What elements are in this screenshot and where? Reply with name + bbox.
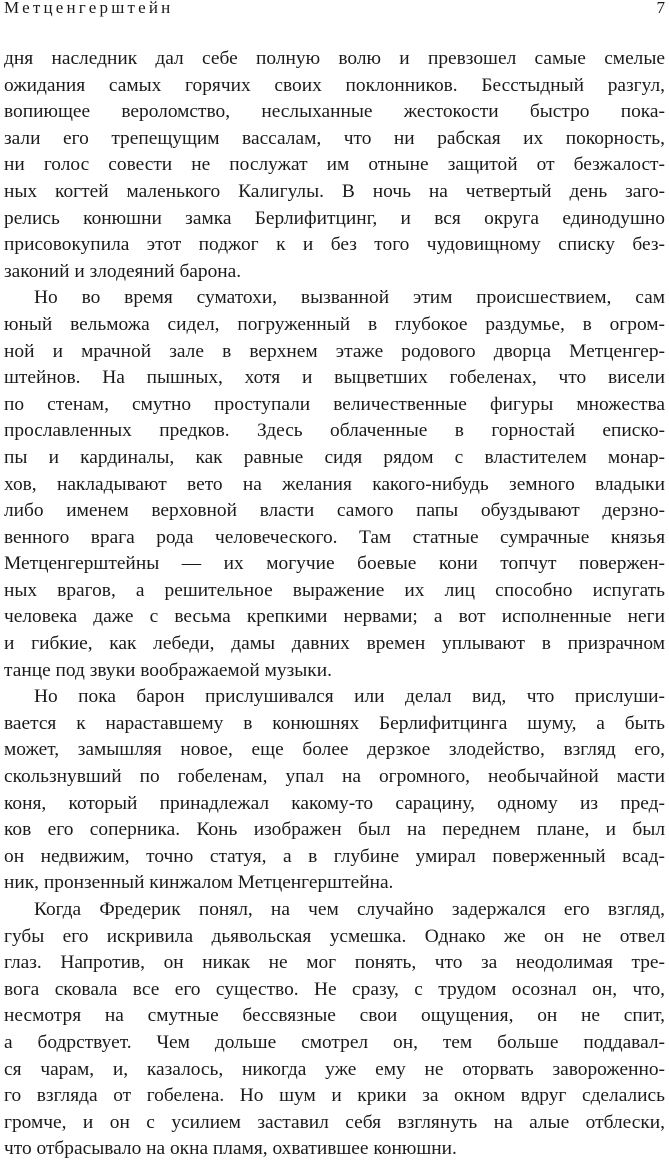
text-line: Когда Фредерик понял, на чем случайно задержался его взгляд,: [34, 899, 665, 920]
paragraph: [4, 684, 665, 897]
paragraph: [4, 285, 665, 684]
text-line: танце под звуки воображаемой музыки.: [4, 659, 332, 681]
text-line: ных врагов, а решительное выражение их лиц способно испугать: [4, 579, 665, 601]
text-line: либо именем верховной власти самого папы обуздывают дерзно-: [4, 500, 665, 522]
text-line: прославленных предков. Здесь облаченные в горностай еписко-: [4, 420, 665, 442]
text-line: штейнов. На пышных, хотя и выцветших гобеленах, что висели: [4, 367, 665, 389]
text-line: вается к нараставшему в конюшнях Берлифитцинга шуму, а быть: [4, 712, 665, 734]
text-line: законий и злодеяний барона.: [4, 260, 242, 282]
text-line: ков его соперника. Конь изображен был на переднем плане, и был: [4, 819, 665, 841]
text-line: релись конюшни замка Берлифитцинг, и вся округа единодушно: [4, 207, 665, 229]
text-line: юный вельможа сидел, погруженный в глубокое раздумье, в огром-: [4, 313, 665, 335]
paragraph: [4, 897, 665, 1163]
text-line: Но во время суматохи, вызванной этим происшествием, сам: [34, 287, 665, 309]
text-line: что отбрасывало на окна пламя, охватившее конюшни.: [4, 1138, 457, 1160]
text-line: ся чарам, и, казалось, никогда уже ему не оторвать завороженно-: [4, 1058, 665, 1080]
page-number: 7: [656, 0, 665, 17]
running-head: [4, 0, 665, 20]
text-line: несмотря на смутные бессвязные свои ощущения, он не спит,: [4, 1005, 665, 1027]
text-line: дня наследник дал себе полную волю и превзошел самые смелые: [4, 48, 665, 69]
text-line: присовокупила этот поджог к и без того чудовищному списку без-: [4, 234, 665, 256]
text-line: глаз. Напротив, он никак не мог понять, что за неодолимая тре-: [4, 952, 665, 974]
text-line: Но пока барон прислушивался или делал вид, что прислуши-: [34, 686, 665, 708]
text-line: хов, накладывают вето на желания какого-нибудь земного владыки: [4, 473, 665, 495]
text-line: а бодрствует. Чем дольше смотрел он, тем больше поддавал-: [4, 1031, 665, 1053]
text-line: венного врага рода человеческого. Там статные сумрачные князья: [4, 526, 665, 548]
text-line: по стенам, смутно проступали величественные фигуры множества: [4, 393, 665, 415]
text-line: го взгляда от гобелена. Но шум и крики за окном вдруг сделались: [4, 1085, 665, 1107]
text-line: зали его трепещущим вассалам, что ни рабская их покорность,: [4, 127, 665, 149]
text-line: ной и мрачной зале в верхнем этаже родового дворца Метценгер-: [4, 340, 665, 362]
text-line: пы и кардиналы, как равные сидя рядом с властителем монар-: [4, 446, 665, 468]
running-title: Метценгерштейн: [4, 0, 174, 17]
text-line: вопиющее вероломство, неслыханные жестокости быстро пока-: [4, 101, 665, 123]
text-line: вога сковала все его существо. Не сразу, с трудом осознал он, что,: [4, 978, 665, 1000]
text-line: скользнувший по гобеленам, упал на огромного, необычайной масти: [4, 766, 665, 788]
text-line: ных когтей маленького Калигулы. В ночь на четвертый день заго-: [4, 180, 665, 202]
text-line: Метценгерштейны — их могучие боевые кони топчут повержен-: [4, 553, 665, 575]
body-text: [4, 46, 665, 1163]
text-line: ни голос совести не послужат им отныне защитой от безжалост-: [4, 154, 665, 176]
text-line: он недвижим, точно статуя, а в глубине умирал поверженный всад-: [4, 845, 665, 867]
text-line: коня, который принадлежал какому-то сарацину, одному из пред-: [4, 792, 665, 814]
text-line: ник, пронзенный кинжалом Метценгерштейна.: [4, 872, 394, 894]
text-line: ожидания самых горячих своих поклонников. Бесстыдный разгул,: [4, 74, 665, 96]
text-line: и гибкие, как лебеди, дамы давних времен уплывают в призрачном: [4, 633, 665, 655]
text-line: человека даже с весьма крепкими нервами; а вот исполненные неги: [4, 606, 665, 628]
paragraph: [4, 46, 665, 285]
text-line: может, замышляя новое, еще более дерзкое злодейство, взгляд его,: [4, 739, 665, 761]
text-line: губы его искривила дьявольская усмешка. Однако же он не отвел: [4, 925, 665, 947]
text-line: громче, и он с усилием заставил себя взглянуть на алые отблески,: [4, 1111, 665, 1133]
